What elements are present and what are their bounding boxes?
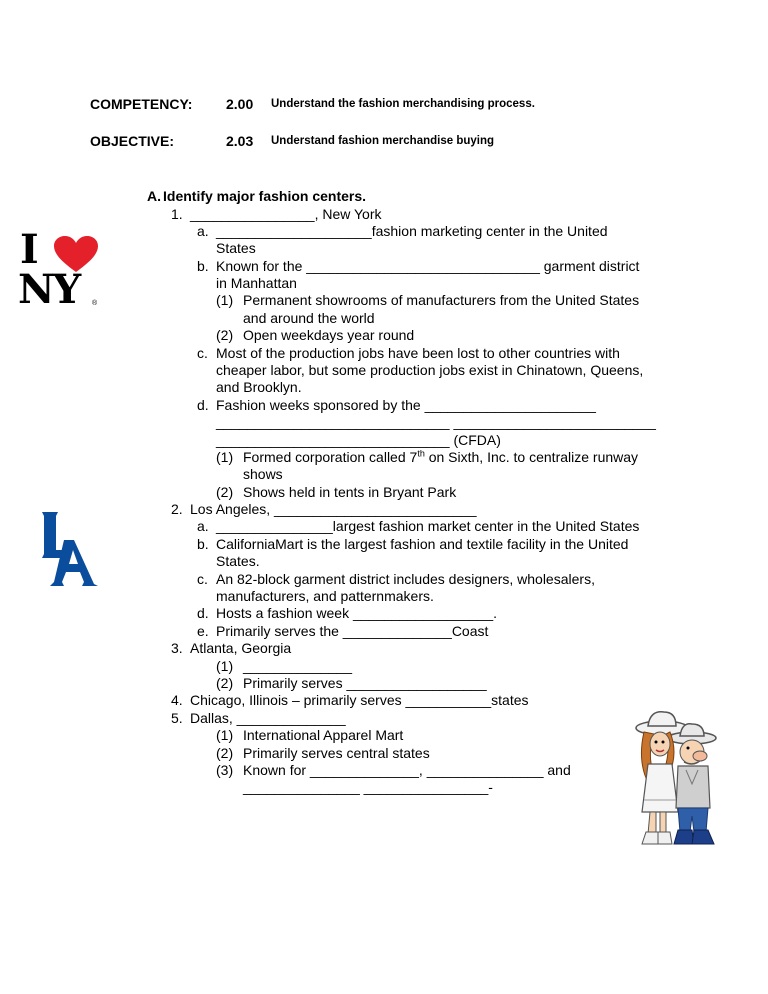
outline-text: An 82-block garment district includes designers, wholesalers, <box>216 571 595 587</box>
outline-text: cheaper labor, but some production jobs exist in Chinatown, Queens, <box>216 362 644 378</box>
outline-marker: 4. <box>171 692 183 708</box>
outline-marker: c. <box>197 345 208 361</box>
outline-text: _______________ ________________- <box>243 779 493 795</box>
outline-marker: a. <box>197 518 209 534</box>
outline-text: _______________largest fashion market center in the United States <box>216 518 640 534</box>
outline-text: in Manhattan <box>216 275 297 291</box>
outline-marker: 1. <box>171 206 183 222</box>
outline-heading: Identify major fashion centers. <box>163 188 367 204</box>
competency-number: 2.00 <box>226 96 254 112</box>
cowboy-cartoon-icon <box>630 708 722 850</box>
outline-text: Known for ______________, _______________ and <box>243 762 571 778</box>
objective-label: OBJECTIVE: <box>90 133 175 149</box>
outline-marker: (2) <box>216 745 234 761</box>
outline-text-before: Formed corporation called 7 <box>243 449 418 465</box>
outline-text: States <box>216 240 256 256</box>
outline-marker: a. <box>197 223 209 239</box>
outline-text: ______________________________ __________________________ <box>216 414 656 430</box>
outline-text: Fashion weeks sponsored by the ______________________ <box>216 397 596 413</box>
outline-text: Primarily serves __________________ <box>243 675 487 691</box>
outline-marker: 2. <box>171 501 183 517</box>
outline-text: International Apparel Mart <box>243 727 404 743</box>
competency-text: Understand the fashion merchandising process. <box>271 98 535 110</box>
competency-label: COMPETENCY: <box>90 96 193 112</box>
outline-marker: (1) <box>216 449 234 465</box>
cowboy-couple-cartoon <box>630 708 722 850</box>
outline-text: Open weekdays year round <box>243 327 415 343</box>
outline-text-after: on Sixth, Inc. to centralize runway <box>424 449 639 465</box>
outline-text: Hosts a fashion week __________________. <box>216 605 497 621</box>
outline-marker: d. <box>197 397 209 413</box>
outline-text: Permanent showrooms of manufacturers from the United States <box>243 292 640 308</box>
ny-logo-ny: NY <box>18 266 80 313</box>
registered-mark: ® <box>92 300 98 307</box>
outline-text: manufacturers, and patternmakers. <box>216 588 434 604</box>
outline-text: ______________ <box>243 658 353 674</box>
outline-text <box>243 449 638 466</box>
outline-marker: b. <box>197 536 209 552</box>
outline-text: ____________________fashion marketing center in the United <box>216 223 608 239</box>
outline-text: Dallas, ______________ <box>190 710 346 726</box>
outline-text: CaliforniaMart is the largest fashion and textile facility in the United <box>216 536 629 552</box>
outline-marker: b. <box>197 258 209 274</box>
la-logo <box>38 510 100 588</box>
outline-text: States. <box>216 553 260 569</box>
i-love-ny-logo <box>18 226 100 314</box>
outline-text: and Brooklyn. <box>216 379 302 395</box>
outline-text: Primarily serves central states <box>243 745 430 761</box>
outline-marker: 5. <box>171 710 183 726</box>
outline-text: Primarily serves the ______________Coast <box>216 623 489 639</box>
superscript: th <box>417 448 425 459</box>
outline-text: ________________, New York <box>190 206 382 222</box>
objective-text: Understand fashion merchandise buying <box>271 135 495 147</box>
outline-text: Los Angeles, __________________________ <box>190 501 477 517</box>
outline-text: Most of the production jobs have been lost to other countries with <box>216 345 620 361</box>
outline-text: shows <box>243 466 283 482</box>
outline-marker: (2) <box>216 327 234 343</box>
outline-marker: (1) <box>216 727 234 743</box>
outline-text: Atlanta, Georgia <box>190 640 292 656</box>
outline-text: Shows held in tents in Bryant Park <box>243 484 457 500</box>
outline-marker: (2) <box>216 675 234 691</box>
outline-text: Known for the ______________________________ garment district <box>216 258 640 274</box>
objective-number: 2.03 <box>226 133 254 149</box>
outline-marker: (2) <box>216 484 234 500</box>
la-letters-graphic <box>38 510 100 588</box>
ny-logo-i: I <box>20 226 39 273</box>
outline-marker: A. <box>147 188 161 204</box>
outline-text: and around the world <box>243 310 375 326</box>
outline-marker: d. <box>197 605 209 621</box>
outline-marker: 3. <box>171 640 183 656</box>
outline-text: Chicago, Illinois – primarily serves ___________states <box>190 692 529 708</box>
outline-marker: (1) <box>216 658 234 674</box>
outline-text: ______________________________ (CFDA) <box>216 432 501 448</box>
outline-marker: c. <box>197 571 208 587</box>
outline-marker: (1) <box>216 292 234 308</box>
outline-marker: e. <box>197 623 209 639</box>
outline-marker: (3) <box>216 762 234 778</box>
